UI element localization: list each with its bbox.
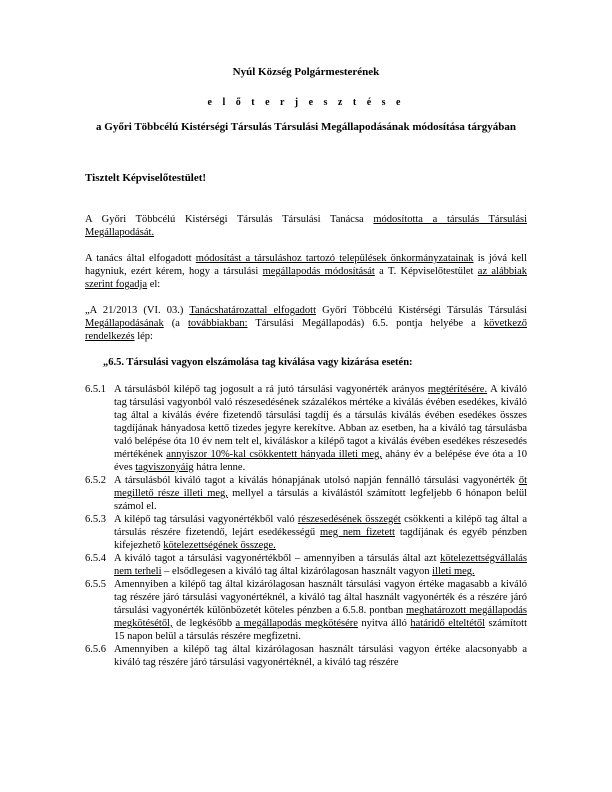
document-title-type: e l ő t e r j e s z t é s e	[207, 97, 405, 108]
underlined-text-segment: módosította a társulás Társulási Megállapodását.	[85, 214, 527, 238]
text-segment: Társulási Megállapodás) 6.5. pontja helyébe a	[247, 318, 484, 329]
salutation: Tisztelt Képviselőtestület!	[85, 172, 207, 184]
text-segment: mellyel a társulás a kiválástól számított legfeljebb 6 hónapon belül számol el.	[114, 488, 527, 512]
text-segment: számított 15 napon belül a társulás részére megfizetni.	[114, 618, 527, 642]
text-segment: lép:	[134, 331, 153, 342]
underlined-text-segment: annyiszor 10%-kal csökkentett hányada illeti meg,	[166, 449, 383, 460]
text-segment: A kiváló tagot a társulási vagyonértékből – amennyiben a társulás által azt	[114, 553, 441, 564]
text-segment: Győri Többcélú Kistérségi Társulás Társulási	[316, 305, 527, 316]
paragraph-resolution-reference	[85, 304, 527, 343]
text-segment: „A 21/2013 (VI. 03.)	[85, 305, 190, 316]
underlined-text-segment: az alábbiak szerint fogadja	[85, 266, 527, 290]
item-number: 6.5.5	[85, 579, 106, 590]
text-segment: A társulásból kiváló tagot a kiválás hónapjának utolsó napján fennálló társulási vagyonérték	[114, 475, 519, 486]
text-segment: A társulásból kilépő tag jogosult a rá jutó társulási vagyonérték arányos	[114, 384, 428, 395]
list-item	[85, 474, 527, 513]
item-number: 6.5.4	[85, 553, 106, 564]
text-segment: is jóvá kell hagyniuk, ezért kérem, hogy a társulási	[85, 253, 527, 277]
item-number: 6.5.6	[85, 644, 106, 655]
item-text	[114, 643, 527, 669]
list-item	[85, 383, 527, 474]
text-segment: el:	[147, 279, 161, 290]
text-segment: A tanács által elfogadott	[85, 253, 196, 264]
clause-list	[85, 383, 527, 669]
section-heading-6-5: „6.5. Társulási vagyon elszámolása tag kiválása vagy kizárása esetén:	[103, 357, 413, 368]
underlined-text-segment: következő rendelkezés	[85, 318, 527, 342]
underlined-text-segment: tagviszonyáig	[135, 462, 194, 473]
text-segment: ahány év a belépése éve óta a 10 éves	[114, 449, 527, 473]
text-segment: (a	[163, 318, 188, 329]
text-segment: a T. Képviselőtestület	[374, 266, 478, 277]
underlined-text-segment: megtérítésére.	[427, 384, 488, 395]
item-text	[114, 513, 527, 552]
underlined-text-segment: módosítást a társuláshoz tartozó települések önkormányzatainak	[195, 253, 474, 264]
underlined-text-segment: a megállapodás megkötésére	[235, 618, 358, 629]
text-segment: Amennyiben a kilépő tag által kizárólagosan használt társulási vagyon értéke alacsonyabb a kiváló tag részére járó társulási vagyonértéknél, a kiváló tag részére	[114, 644, 527, 668]
underlined-text-segment: továbbiakban:	[188, 318, 248, 329]
text-segment: Amennyiben a kilépő tag által kizárólagosan használt társulási vagyon értéke magasabb a kiváló tag részére járó társulási vagyonértéknél, a kiváló tag által használt vagyonérték és a részére járó társulási vagyonérték különbözetét köteles pénzben a 6.5.8. pontban	[114, 579, 527, 616]
underlined-text-segment: Tanácshatározattal elfogadott	[189, 305, 317, 316]
underlined-text-segment: megállapodás módosítását	[262, 266, 375, 277]
item-text	[114, 552, 527, 578]
item-text	[114, 474, 527, 513]
text-segment: A kilépő tag társulási vagyonértékből való	[114, 514, 298, 525]
list-item	[85, 643, 527, 669]
underlined-text-segment: illeti meg.	[432, 566, 475, 577]
underlined-text-segment: határidő elteltétől	[410, 618, 486, 629]
text-segment: A kiváló tag társulási vagyonból való részesedésének százalékos mértéke a kiválás évében esedékes, kiváló tag által a kiválás évére fizetendő társulási tagdíj és a társulás kiválás évében esedékes összes tagdíjának hányadosa kettő tizedes jegyre kerekítve. Abban az esetben, ha a kiváló tag társulásba való belépése óta 10 év nem telt el, kiváláskor a kilépő tagot a kiválás évében esedékes részesedés mértékének	[114, 384, 527, 460]
item-text	[114, 383, 527, 474]
item-number: 6.5.1	[85, 384, 106, 395]
list-item	[85, 513, 527, 552]
document-title-author: Nyúl Község Polgármesterének	[232, 66, 380, 78]
list-item	[85, 552, 527, 578]
underlined-text-segment: kötelezettségvállalás nem terheli	[114, 553, 527, 577]
item-number: 6.5.3	[85, 514, 106, 525]
item-text	[114, 578, 527, 643]
underlined-text-segment: kötelezettségének összege.	[163, 540, 276, 551]
text-segment: de legkésőbb	[172, 618, 236, 629]
text-segment: csökkenti a kilépő tag által a társulás részére fizetendő, lejárt esedékességű	[114, 514, 528, 538]
list-item	[85, 578, 527, 643]
underlined-text-segment: meghatározott megállapodás megkötésétől,	[114, 605, 527, 629]
text-segment: A Győri Többcélú Kistérségi Társulás Társulási Tanácsa	[85, 214, 374, 225]
paragraph-approval-request	[85, 252, 527, 291]
underlined-text-segment: részesedésének összegét	[297, 514, 401, 525]
item-number: 6.5.2	[85, 475, 106, 486]
text-segment: – elsődlegesen a kiváló tag által kizárólagosan használt vagyon	[161, 566, 433, 577]
text-segment: hátra lenne.	[193, 462, 246, 473]
underlined-text-segment: őt megillető része illeti meg,	[114, 475, 527, 499]
document-title-subject: a Győri Többcélú Kistérségi Társulás Társulási Megállapodásának módosítása tárgyában	[96, 121, 516, 133]
underlined-text-segment: Megállapodásának	[85, 318, 164, 329]
underlined-text-segment: meg nem fizetett	[319, 527, 395, 538]
text-segment: nyitva álló	[357, 618, 411, 629]
text-segment: tagdíjának és egyéb pénzben kifejezhető	[114, 527, 527, 551]
paragraph-modification-notice	[85, 213, 527, 239]
